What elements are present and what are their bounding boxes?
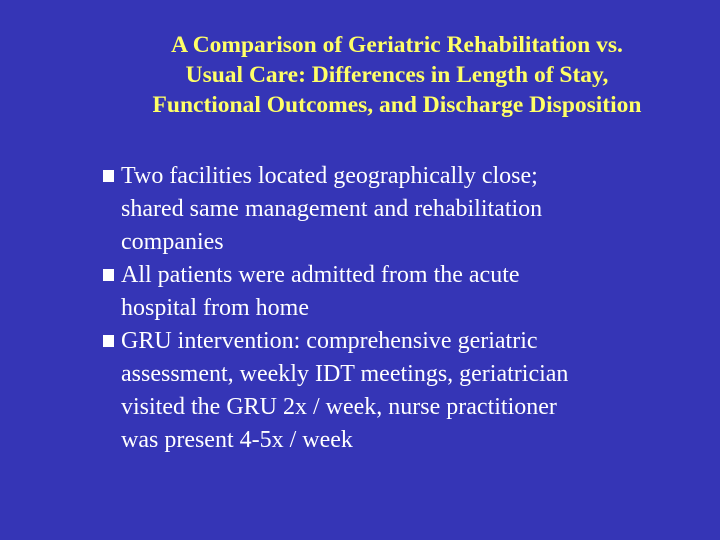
bullet-list xyxy=(103,160,703,457)
title-line: Usual Care: Differences in Length of Stay, xyxy=(185,62,609,88)
slide-title xyxy=(90,30,704,120)
bullet-item xyxy=(103,325,703,457)
bullet-line: shared same management and rehabilitation xyxy=(121,196,543,222)
square-bullet-icon xyxy=(103,269,114,281)
title-line: A Comparison of Geriatric Rehabilitation vs. xyxy=(171,32,623,58)
bullet-line: All patients were admitted from the acute xyxy=(121,262,520,288)
square-bullet-icon xyxy=(103,170,114,182)
bullet-item xyxy=(103,259,703,325)
bullet-line: hospital from home xyxy=(121,295,309,321)
bullet-line: Two facilities located geographically close; xyxy=(121,163,538,189)
title-line: Functional Outcomes, and Discharge Disposition xyxy=(152,92,642,118)
bullet-line: companies xyxy=(121,229,224,255)
bullet-line: assessment, weekly IDT meetings, geriatrician xyxy=(121,361,569,387)
bullet-line: GRU intervention: comprehensive geriatric xyxy=(121,328,538,354)
bullet-item xyxy=(103,160,703,259)
bullet-line: visited the GRU 2x / week, nurse practitioner xyxy=(121,394,557,420)
bullet-line: was present 4-5x / week xyxy=(121,427,353,453)
square-bullet-icon xyxy=(103,335,114,347)
